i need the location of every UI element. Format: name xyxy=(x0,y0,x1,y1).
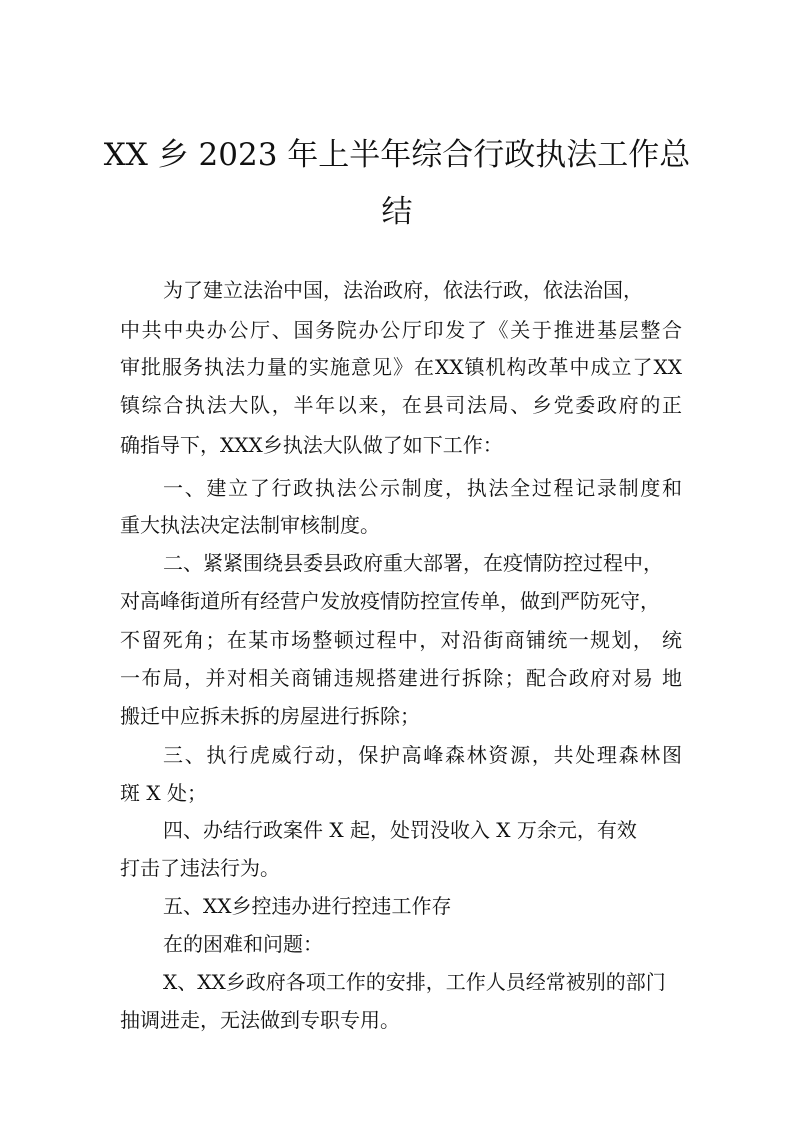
document-title-line-1: XX 乡 2023 年上半年综合行政执法工作总 xyxy=(103,137,691,173)
body-line: 不留死角；在某市场整顿过程中，对沿街商铺统一规划， 统 xyxy=(120,628,682,652)
body-line: 搬迁中应拆未拆的房屋进行拆除； xyxy=(120,704,420,728)
body-line: 一、建立了行政执法公示制度，执法全过程记录制度和 xyxy=(163,476,682,500)
body-line: 打击了违法行为。 xyxy=(120,856,280,880)
body-line: 确指导下，XXX乡执法大队做了如下工作： xyxy=(120,433,503,457)
body-line: 抽调进走，无法做到专职专用。 xyxy=(120,1008,400,1032)
body-line: 为了建立法治中国，法治政府，依法行政，依法治国， xyxy=(163,278,643,302)
body-line: 一布局，并对相关商铺违规搭建进行拆除；配合政府对易 地 xyxy=(120,666,682,690)
body-line: 在的困难和问题： xyxy=(163,932,323,956)
body-line: 重大执法决定法制审核制度。 xyxy=(120,513,380,537)
body-line: 对高峰街道所有经营户发放疫情防控宣传单，做到严防死守， xyxy=(120,589,660,613)
body-line: 二、紧紧围绕县委县政府重大部署，在疫情防控过程中， xyxy=(163,551,663,575)
body-line: 审批服务执法力量的实施意见》在XX镇机构改革中成立了XX xyxy=(120,355,682,379)
document-title-line-2: 结 xyxy=(381,194,413,230)
body-line: 三、执行虎威行动，保护高峰森林资源，共处理森林图 xyxy=(163,743,682,767)
body-line: X、XX乡政府各项工作的安排，工作人员经常被别的部门 xyxy=(163,970,666,994)
body-line: 五、XX乡控违办进行控违工作存 xyxy=(163,894,452,918)
body-line: 斑 X 处； xyxy=(120,781,207,805)
body-line: 镇综合执法大队，半年以来，在县司法局、乡党委政府的正 xyxy=(120,393,682,417)
body-line: 四、办结行政案件 X 起，处罚没收入 X 万余元，有效 xyxy=(163,818,637,842)
body-line: 中共中央办公厅、国务院办公厅印发了《关于推进基层整合 xyxy=(120,318,682,342)
